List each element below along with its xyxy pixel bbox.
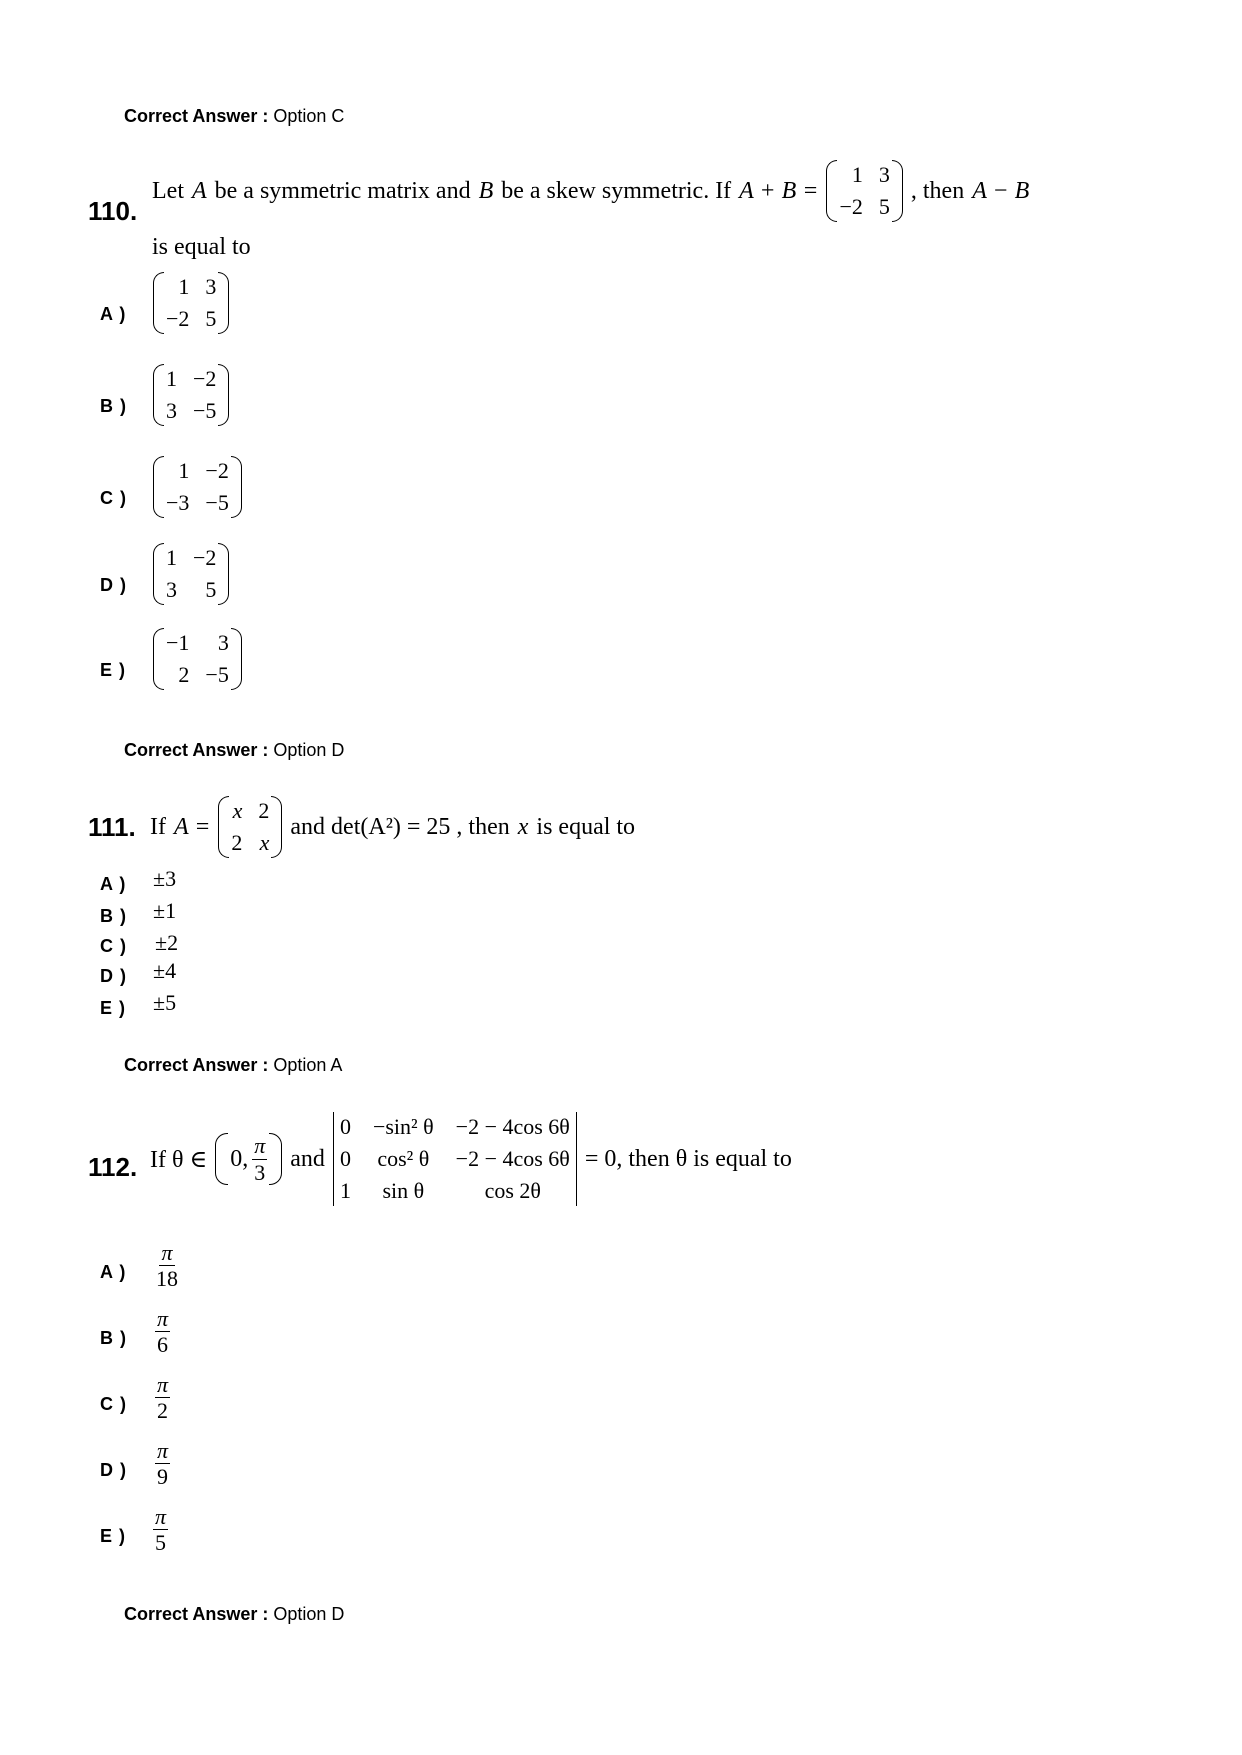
option-d-value[interactable]: ±4 (153, 958, 177, 983)
correct-answer-112 (124, 1604, 344, 1625)
option-e-matrix[interactable]: −1 3 2 −5 (153, 628, 242, 690)
option-c-value[interactable]: $\frac{\pi}{2}$ (157, 1372, 169, 1424)
option-label: C ) (100, 936, 127, 956)
option-label: B ) (100, 396, 127, 416)
option-label: E ) (100, 660, 127, 680)
correct-answer-110 (124, 740, 344, 761)
option-b-value[interactable]: ±1 (153, 898, 177, 923)
option-c-value[interactable]: ±2 (155, 930, 179, 955)
option-label: D ) (100, 575, 127, 595)
question-111-matrix: x 2 2 x (218, 796, 282, 858)
option-label: C ) (100, 488, 127, 508)
correct-answer-label: Correct Answer : (124, 106, 269, 126)
question-110-number: 110. (88, 196, 138, 226)
correct-answer-value: Option C (273, 106, 345, 126)
option-label: B ) (100, 1328, 127, 1348)
option-a-matrix[interactable]: 1 3 −2 5 (153, 272, 229, 334)
correct-answer-109 (124, 106, 344, 127)
option-label: E ) (100, 1526, 127, 1546)
question-111-text: If A = x 2 2 x and det(A²) = 25 , then x is equal to (150, 796, 635, 858)
correct-answer-value: Option D (273, 740, 345, 760)
correct-answer-value: Option A (273, 1055, 343, 1075)
question-112-interval: 0, $\frac{\pi}{3}$ (215, 1133, 282, 1185)
question-112-determinant: 0 −sin² θ −2 − 4cos 6θ 0 cos² θ −2 − 4cos 6θ 1 sin θ cos 2θ (333, 1112, 577, 1206)
option-label: A ) (100, 874, 127, 894)
question-110-text-cont: is equal to (152, 234, 251, 260)
question-110-matrix: 1 3 −2 5 (826, 160, 902, 222)
option-b-value[interactable]: $\frac{\pi}{6}$ (157, 1306, 169, 1358)
option-label: B ) (100, 906, 127, 926)
option-a-value[interactable]: ±3 (153, 866, 177, 891)
option-a-value[interactable]: $\frac{\pi}{18}$ (156, 1240, 178, 1292)
option-label: C ) (100, 1394, 127, 1414)
question-111-number: 111. (88, 812, 136, 842)
option-d-matrix[interactable]: 1 −2 3 5 (153, 543, 229, 605)
option-label: A ) (100, 304, 127, 324)
option-d-value[interactable]: $\frac{\pi}{9}$ (157, 1438, 169, 1490)
option-e-value[interactable]: $\frac{\pi}{5}$ (155, 1504, 167, 1556)
correct-answer-label: Correct Answer : (124, 740, 269, 760)
question-112-number: 112. (88, 1152, 138, 1182)
question-110-text: Let A be a symmetric matrix and B be a skew symmetric. If A + B = 1 3 −2 5 , then A − B (152, 160, 1029, 222)
option-label: D ) (100, 1460, 127, 1480)
correct-answer-111 (124, 1055, 342, 1076)
option-c-matrix[interactable]: 1 −2 −3 −5 (153, 456, 242, 518)
option-label: E ) (100, 998, 127, 1018)
correct-answer-label: Correct Answer : (124, 1604, 269, 1624)
correct-answer-label: Correct Answer : (124, 1055, 269, 1075)
option-label: A ) (100, 1262, 127, 1282)
option-label: D ) (100, 966, 127, 986)
question-112-text: If θ ∈ 0, $\frac{\pi}{3}$ and 0 −sin² θ −2 − 4cos 6θ 0 cos² θ −2 − 4cos 6θ 1 sin θ cos 2θ = 0, then θ is equal to (150, 1112, 792, 1206)
option-b-matrix[interactable]: 1 −2 3 −5 (153, 364, 229, 426)
correct-answer-value: Option D (273, 1604, 345, 1624)
option-e-value[interactable]: ±5 (153, 990, 177, 1015)
